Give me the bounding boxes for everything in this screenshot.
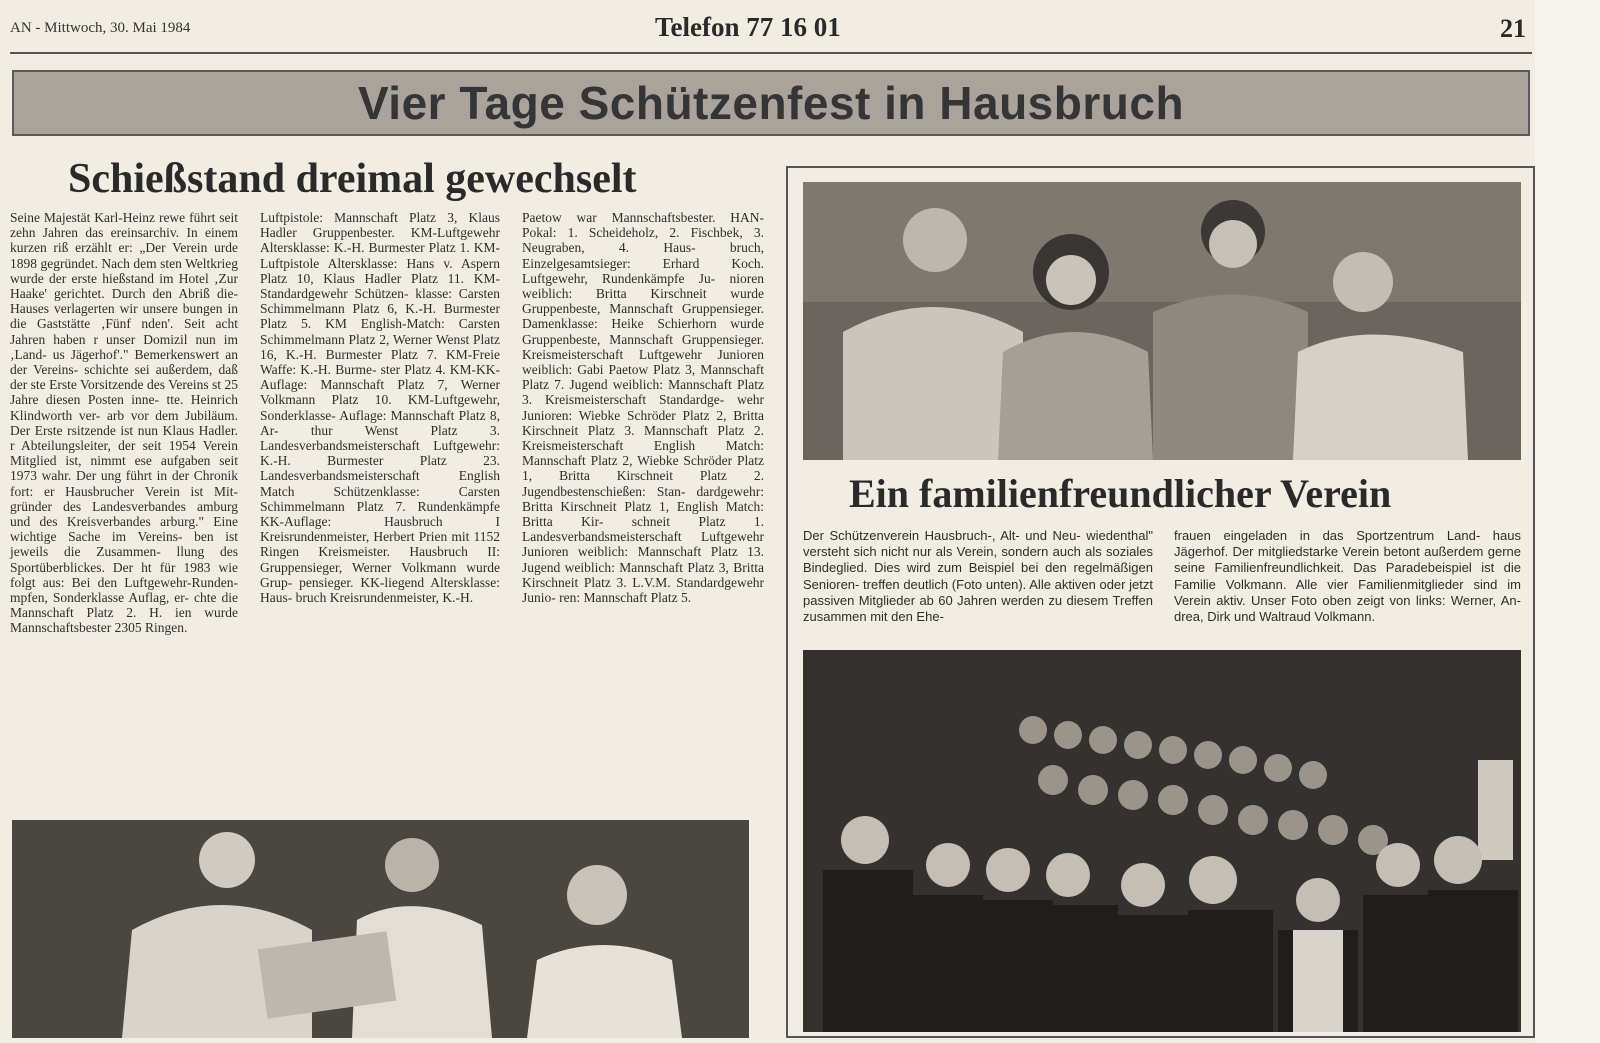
article2-col2-text: frauen eingeladen in das Sportzentrum Land- haus Jägerhof. Der mitgliedstarke Verein betont außerdem gerne seine Familienfreundlichkeit. Das Paradebeispiel ist die Familie Volkmann. Alle vier Familienmitglieder sind im Verein aktiv. Unser Foto oben zeigt von links: Werner, An- drea, Dirk und Waltraud Volkmann. [1174,528,1521,625]
article2-column-1 [803,528,1153,625]
header-phone: Telefon 77 16 01 [655,12,841,42]
banner-title: Vier Tage Schützenfest in Hausbruch [357,77,1185,129]
article2-col1-text: Der Schützenverein Hausbruch-, Alt- und Neu- wiedenthal" versteht sich nicht nur als Verein, sondern auch als soziales Bindeglied. Dies wird zum Beispiel bei den regelmäßigen Senioren- treffen deutlich (Foto unten). Alle aktiven oder jetzt passiven Mitglieder ab 60 Jahren werden zu diesem Treffen zusammen mit den Ehe- [803,528,1153,625]
article1-column-1 [10,210,238,636]
article1-col1-text: Seine Majestät Karl-Heinz rewe führt seit zehn Jahren das ereinsarchiv. In einem kurzen riß erzählt er: „Der Verein urde 1898 gegründet. Nach dem sten Weltkrieg wurde der erste hießstand im Hotel ‚Zur Haake' gerichtet. Durch den Abriß die- Hauses verlagerten wir unsere bungen in die Gaststätte ‚Fünf nden'. Seit acht Jahren haben r unser Domizil nun im ‚Land- us Jägerhof'." Bemerkenswert an der Vereins- schichte sei außerdem, daß der ste Erste Vorsitzende des Vereins st 25 Jahre diesen Posten inne- tte. Heinrich Klindworth ver- arb vor dem Jubiläum. Der Erste rsitzende ist nun Klaus Hadler. r Abteilungsleiter, der seit 1954 Verein Mitglied ist, nimmt ese aufgaben seit 1973 wahr. Der ung führt in der Chronik fort: er Hausbrucher Verein ist Mit- gründer des Landesverbandes amburg und des Kreisverbandes arburg." Eine wichtige Sache im Vereins- ben ist jeweils die Zusammen- llung des Sportüberblickes. Der ht für 1983 wie folgt aus: Bei den Luftgewehr-Runden- mpfen, Sonderklasse Auflag, er- chte die Mannschaft Platz 2. H. ien wurde Mannschaftsbester 2305 Ringen. [10,210,238,636]
article2-headline: Ein familienfreundlicher Verein [849,471,1392,516]
article2-column-2 [1174,528,1521,625]
article1-column-3 [522,210,764,605]
page-margin [1535,0,1600,1043]
family-photo-figures [803,182,1521,460]
award-photo-figures [12,820,749,1038]
article1-column-2 [260,210,500,605]
group-photo-figures [803,650,1521,1032]
photo-volkmann-family [803,182,1521,460]
article1-col2-text: Luftpistole: Mannschaft Platz 3, Klaus Hadler Gruppenbester. KM-Luftgewehr Altersklasse: K.-H. Burmester Platz 1. KM-Luftpistole Altersklasse: Hans v. Aspern Platz 10, Klaus Hadler Platz 11. KM-Standardgewehr Schützen- klasse: Carsten Schimmelmann Platz 6, K.-H. Burmester Platz 5. KM English-Match: Carsten Schimmelmann Platz 2, Werner Wenst Platz 16, K.-H. Burmester Platz 7. KM-Freie Waffe: K.-H. Burme- ster Platz 4. KM-KK-Auflage: Mannschaft Platz 7, Werner Volkmann Platz 10. KM-Luftgewehr, Sonderklasse- Auflage: Mannschaft Platz 8, Ar- thur Wenst Platz 3. Landesverbandsmeisterschaft Luftgewehr: K.-H. Burmester Platz 23. Landesverbandsmeisterschaft English Match Schützenklasse: Carsten Schimmelmann Platz 7. Rundenkämpfe KK-Auflage: Hausbruch I Kreisrundenmeister, Herbert Prien mit 1152 Ringen Kreismeister. Hausbruch II: Gruppensieger, Werner Volkmann wurde Grup- pensieger. KK-liegend Altersklasse: Haus- bruch Kreisrundenmeister, K.-H. [260,210,500,606]
banner [12,70,1530,136]
header-date: AN - Mittwoch, 30. Mai 1984 [10,20,191,36]
article1-headline: Schießstand dreimal gewechselt [68,156,637,202]
photo-senior-meeting [803,650,1521,1032]
article1-col3-text: Paetow war Mannschaftsbester. HAN-Pokal: 1. Scheideholz, 2. Fischbek, 3. Neugraben, 4. Haus- bruch, Einzelgesamtsieger: Erhard Koch. Luftgewehr, Rundenkämpfe Ju- nioren weiblich: Britta Kirschneit wurde Gruppenbeste, Mannschaft Gruppensieger. Damenklasse: Heike Schierhorn wurde Gruppenbeste, Mannschaft Gruppensieger. Kreismeisterschaft Luftgewehr Junioren weiblich: Gabi Paetow Platz 3, Mannschaft Platz 7. Jugend weiblich: Mannschaft Platz 3. Kreismeisterschaft Standardge- wehr Junioren: Wiebke Schröder Platz 2, Britta Kirschneit Platz 3. Mannschaft Platz 2. Kreismeisterschaft English Match: Mannschaft Platz 2, Wiebke Schröder Platz 1, Britta Kirschneit Platz 2. Jugendbestenschießen: Stan- dardgewehr: Britta Kirschneit Platz 1, English Match: Britta Kir- schneit Platz 1. Landesverbandsmeisterschaft Luftgewehr Junioren weiblich: Mannschaft Platz 13. Jugend weiblich: Mannschaft Platz 3, Britta Kirschneit Platz 3. L.V.M. Standardgewehr Junio- ren: Mannschaft Platz 5. [522,210,764,606]
photo-award-handover [12,820,749,1038]
header-rule [10,52,1532,54]
page-number: 21 [1500,14,1526,43]
